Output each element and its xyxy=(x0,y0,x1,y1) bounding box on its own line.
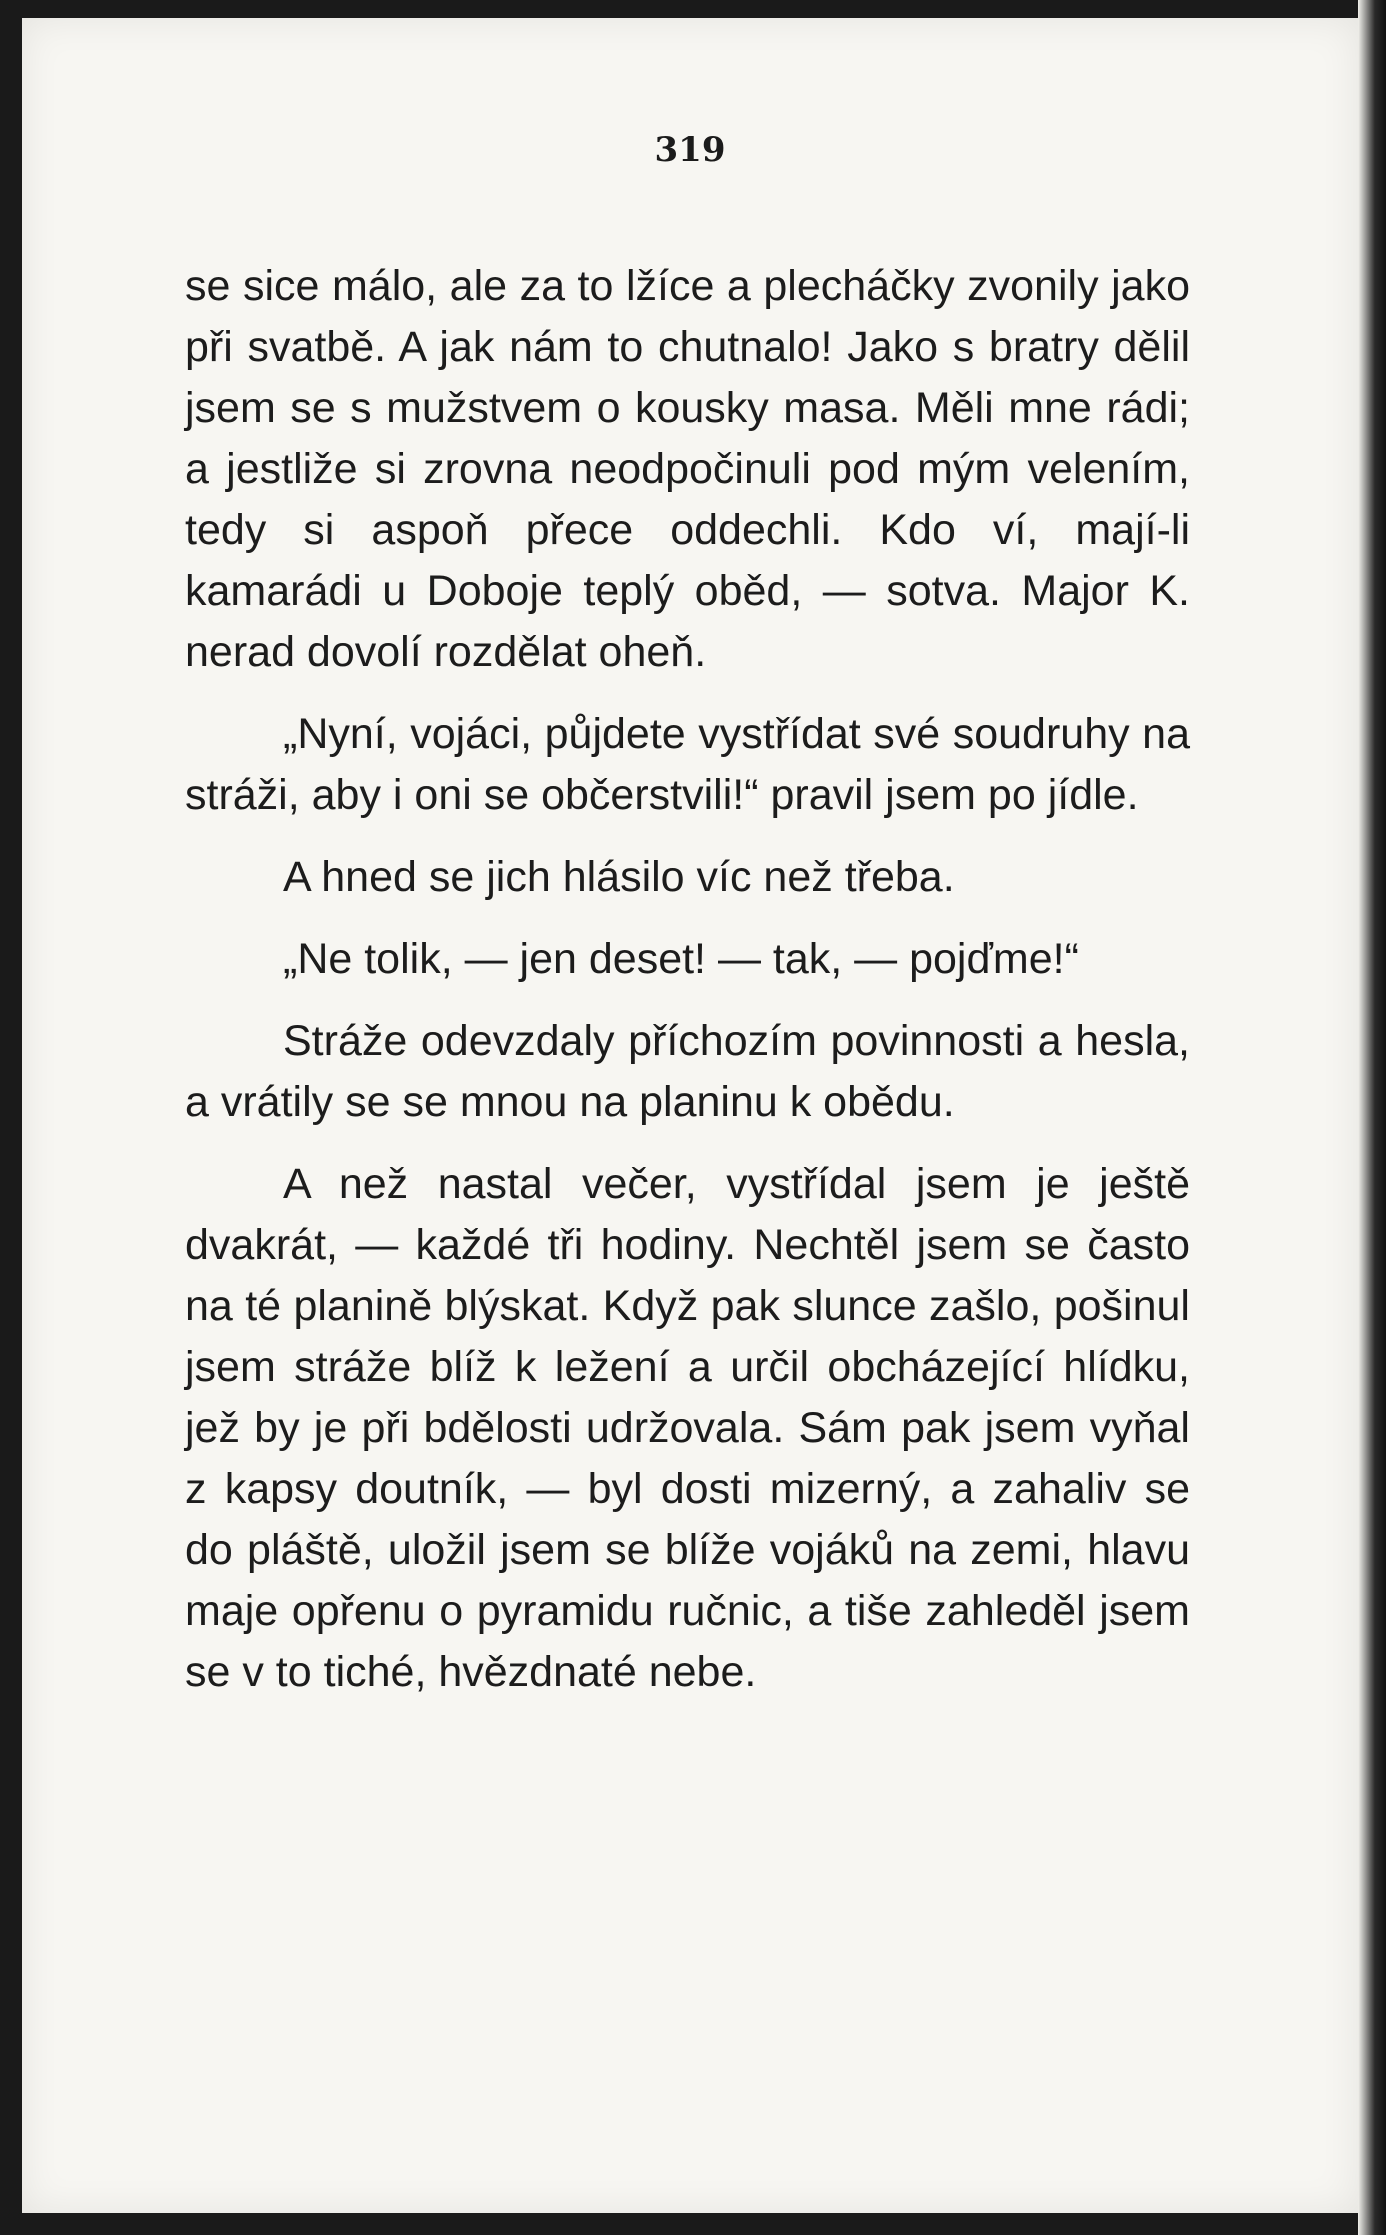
paragraph-6: A než nastal večer, vystřídal jsem je ještě dvakrát, — každé tři hodiny. Nechtěl jsem se často na té planině blýskat. Když pak slunce zašlo, pošinul jsem stráže blíž k ležení a určil obcházející hlídku, jež by je při bdělosti udržovala. Sám pak jsem vyňal z kapsy doutník, — byl dosti mizerný, a zahaliv se do pláště, uložil jsem se blíže vojáků na zemi, hlavu maje opřenu o pyramidu ručnic, a tiše zahleděl jsem se v to tiché, hvězdnaté nebe. xyxy=(185,1160,1190,1696)
book-page xyxy=(22,18,1358,2213)
body-text xyxy=(185,256,1190,1703)
paragraph-5: Stráže odevzdaly příchozím povinnosti a hesla, a vrátily se se mnou na planinu k obědu. xyxy=(185,1017,1190,1126)
paragraph-1: se sice málo, ale za to lžíce a plecháčky zvonily jako při svatbě. A jak nám to chutnalo! Jako s bratry dělil jsem se s mužstvem o kousky masa. Měli mne rádi; a jestliže si zrovna neodpočinuli pod mým velením, tedy si aspoň přece oddechli. Kdo ví, mají-li kamarádi u Doboje teplý oběd, — sotva. Major K. nerad dovolí rozdělat oheň. xyxy=(185,262,1190,676)
page-number: 319 xyxy=(654,130,726,170)
paragraph-4: „Ne tolik, — jen deset! — tak, — pojďme!“ xyxy=(283,935,1079,983)
scan-edge xyxy=(1358,0,1386,2235)
paragraph-2: „Nyní, vojáci, půjdete vystřídat své soudruhy na stráži, aby i oni se občerstvili!“ pravil jsem po jídle. xyxy=(185,710,1190,819)
paragraph-3: A hned se jich hlásilo víc než třeba. xyxy=(283,853,955,901)
